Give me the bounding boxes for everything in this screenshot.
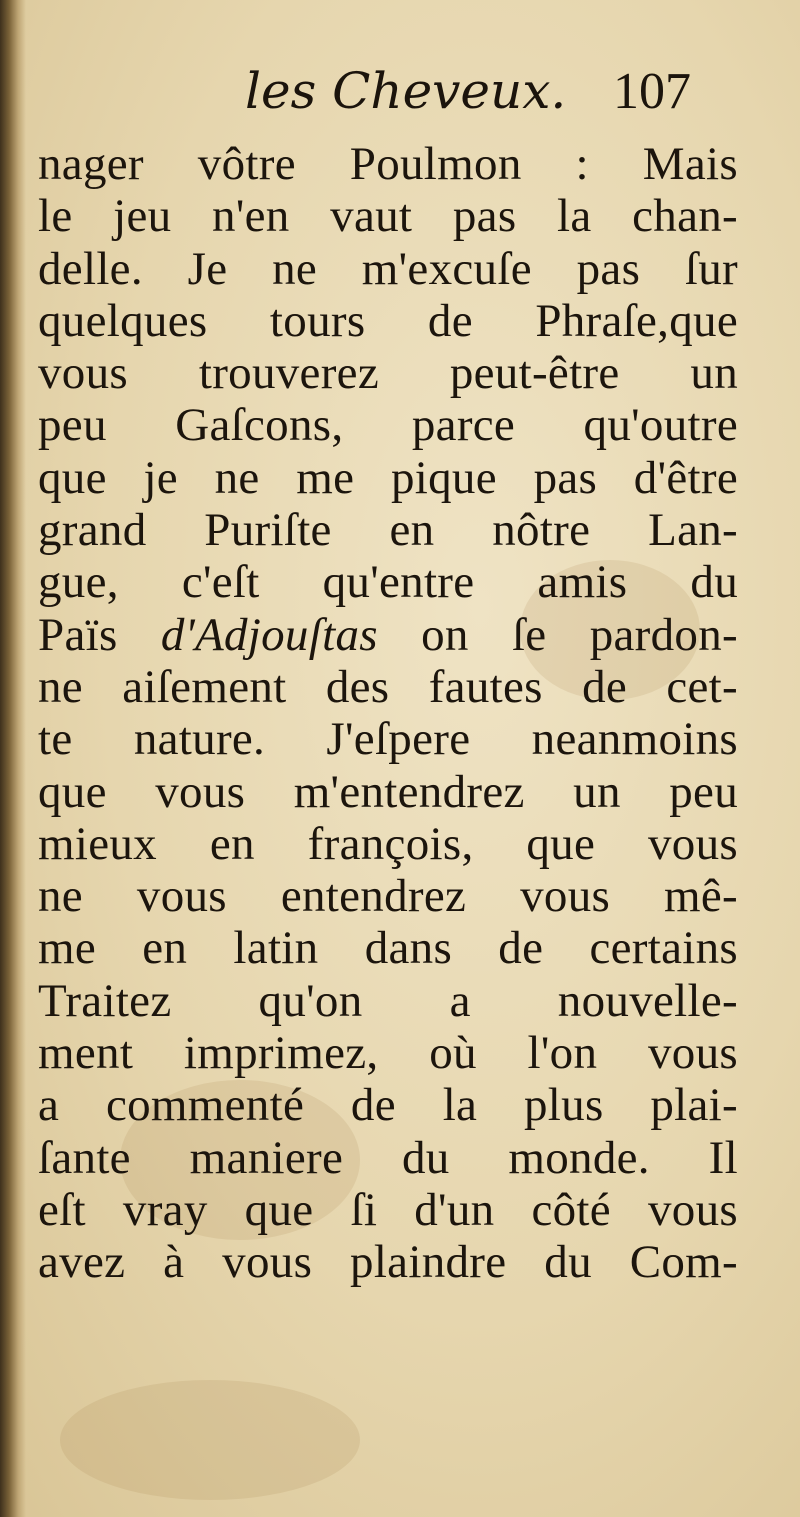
paper-stain — [60, 1380, 360, 1500]
text-line-with-italic — [38, 609, 738, 661]
text-line: Traitez qu'on a nouvelle- — [38, 974, 738, 1027]
text-line: ment imprimez, où l'on vous — [38, 1027, 738, 1080]
text-segment: on ſe pardon- — [377, 608, 738, 661]
text-line: quelques tours de Phraſe,que — [38, 294, 738, 347]
text-line: te nature. J'eſpere neanmoins — [38, 713, 738, 766]
text-line: eſt vray que ſi d'un côté vous — [38, 1183, 738, 1236]
running-title: les Cheveux. — [245, 62, 567, 120]
text-line: grand Puriſte en nôtre Lan- — [38, 504, 738, 557]
text-line: ne vous entendrez vous mê- — [38, 870, 738, 923]
text-line: que je ne me pique pas d'être — [38, 451, 738, 504]
text-segment: Païs — [38, 608, 161, 661]
text-line: nager vôtre Poulmon : Mais — [38, 138, 738, 190]
text-line: peu Gaſcons, parce qu'outre — [38, 399, 738, 452]
page-gutter-shadow — [0, 0, 26, 1517]
text-line: delle. Je ne m'excuſe pas ſur — [38, 242, 738, 295]
text-line: avez à vous plaindre du Com- — [38, 1236, 738, 1289]
text-line: ne aiſement des fautes de cet- — [38, 660, 738, 713]
text-line: mieux en françois, que vous — [38, 817, 738, 870]
page-number: 107 — [613, 63, 691, 120]
text-line: gue, c'eſt qu'entre amis du — [38, 556, 738, 609]
text-line: me en latin dans de certains — [38, 922, 738, 975]
text-line: vous trouverez peut-être un — [38, 347, 738, 400]
body-text — [38, 138, 738, 1289]
text-line: ſante maniere du monde. Il — [38, 1131, 738, 1184]
page-header — [0, 62, 800, 132]
text-line: a commenté de la plus plai- — [38, 1079, 738, 1132]
text-line: le jeu n'en vaut pas la chan- — [38, 190, 738, 243]
italic-place-name: d'Adjouſtas — [160, 608, 378, 661]
text-line: que vous m'entendrez un peu — [38, 765, 738, 818]
